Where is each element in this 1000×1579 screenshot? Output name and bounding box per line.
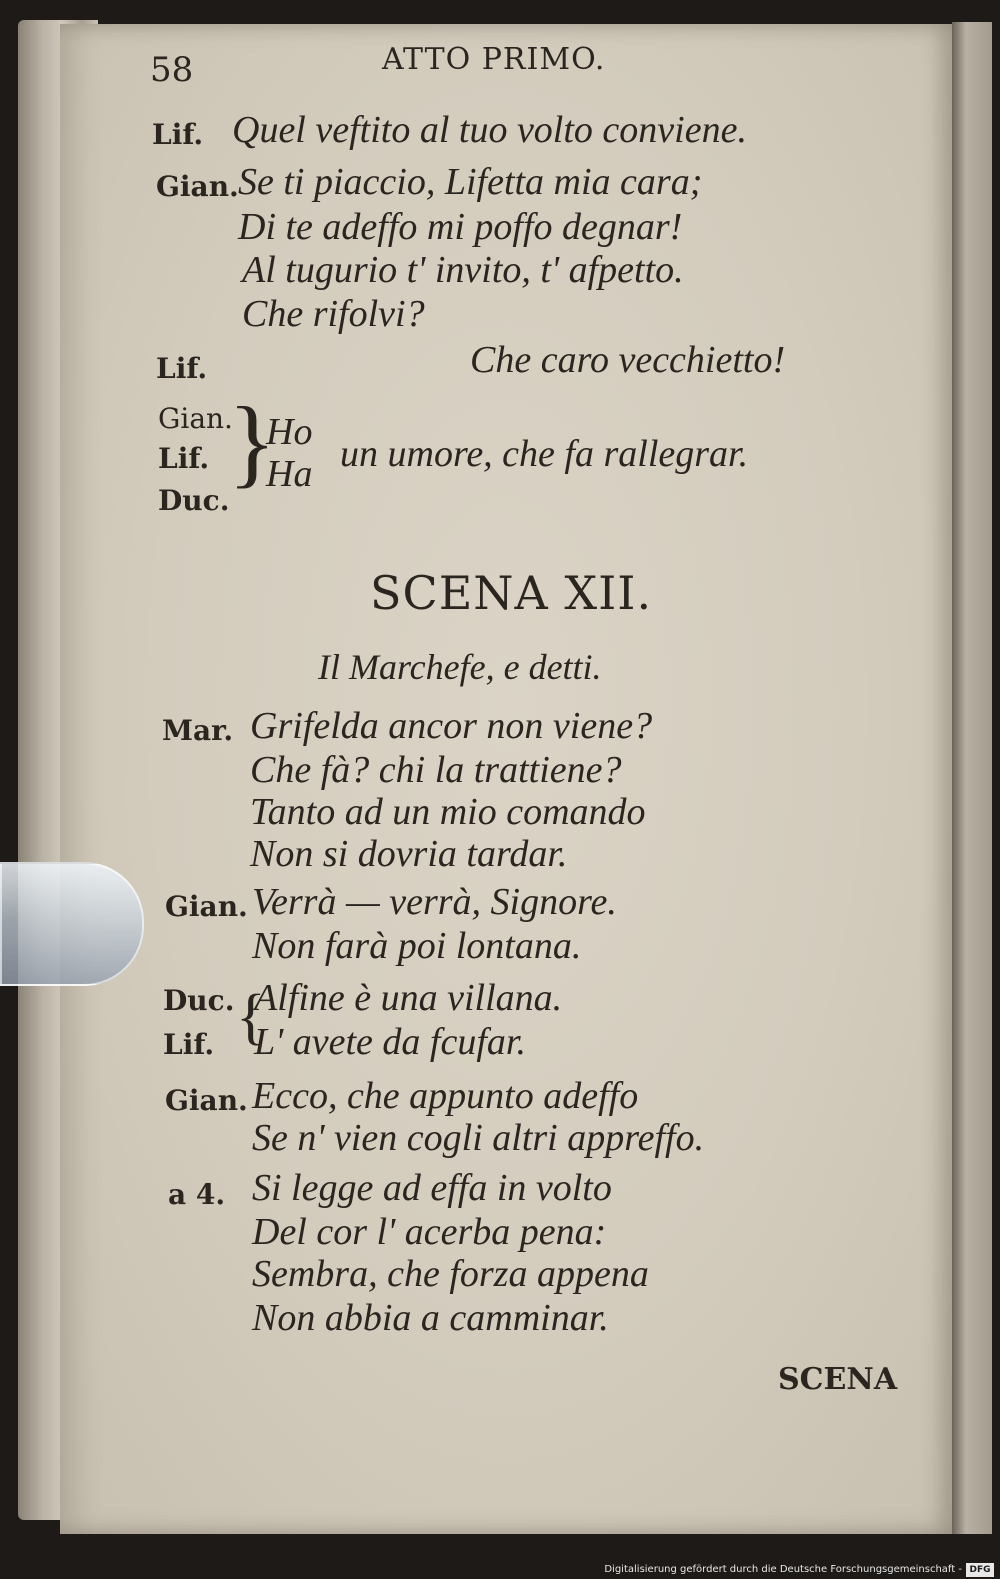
speaker-label: Lif. (163, 1028, 215, 1061)
verse-line: Verrà — verrà, Signore. (252, 881, 617, 923)
catchword: SCENA (778, 1362, 898, 1397)
verse-line: Ecco, che appunto adeffo (252, 1075, 639, 1117)
verse-alternative: Ha (266, 453, 313, 495)
verse-line: Al tugurio t' invito, t' afpetto. (242, 249, 684, 291)
speaker-label: Gian. (165, 890, 248, 923)
speaker-label: Lif. (158, 442, 210, 475)
scene-cast: Il Marchefe, e detti. (318, 647, 602, 687)
speaker-label: Gian. (158, 402, 233, 435)
verse-line: Sembra, che forza appena (252, 1253, 649, 1295)
verse-line: un umore, che fa rallegrar. (340, 433, 749, 475)
speaker-label: a 4. (168, 1178, 226, 1211)
speaker-label: Mar. (162, 714, 234, 747)
facing-page-edge (952, 22, 992, 1534)
page-clip (0, 862, 144, 986)
speaker-label: Duc. (163, 984, 235, 1017)
running-title: ATTO PRIMO. (382, 42, 606, 77)
scene-title: SCENA XII. (370, 566, 653, 620)
brace-glyph: } (228, 386, 276, 497)
verse-line: Di te adeffo mi poffo degnar! (238, 206, 683, 248)
speaker-label: Lif. (156, 352, 208, 385)
verse-line: Non si dovria tardar. (250, 833, 568, 875)
verse-line: Si legge ad effa in volto (252, 1167, 612, 1209)
dfg-logo: DFG (966, 1563, 994, 1577)
speaker-label: Gian. (165, 1084, 248, 1117)
speaker-label: Gian. (156, 170, 239, 203)
page-number: 58 (150, 50, 194, 90)
verse-line: Tanto ad un mio comando (250, 791, 646, 833)
verse-line: Che caro vecchietto! (470, 339, 786, 381)
verse-line: L' avete da fcufar. (254, 1021, 526, 1063)
verse-line: Non abbia a camminar. (252, 1297, 609, 1339)
verse-line: Se n' vien cogli altri appreffo. (252, 1117, 705, 1159)
brace-glyph: { (236, 983, 266, 1051)
digitization-credit: Digitalisierung gefördert durch die Deutsche Forschungsgemeinschaft - (604, 1564, 962, 1575)
verse-line: Se ti piaccio, Lifetta mia cara; (238, 161, 703, 203)
verse-line: Alfine è una villana. (254, 977, 563, 1019)
verse-line: Del cor l' acerba pena: (252, 1211, 607, 1253)
verse-line: Che rifolvi? (242, 293, 425, 335)
verse-line: Non farà poi lontana. (252, 925, 582, 967)
verse-line: Grifelda ancor non viene? (250, 705, 653, 747)
speaker-label: Lif. (152, 118, 204, 151)
speaker-label: Duc. (158, 484, 230, 517)
verse-alternative: Ho (266, 411, 313, 453)
verse-line: Che fà? chi la trattiene? (250, 749, 622, 791)
verse-line: Quel veftito al tuo volto conviene. (232, 109, 747, 151)
